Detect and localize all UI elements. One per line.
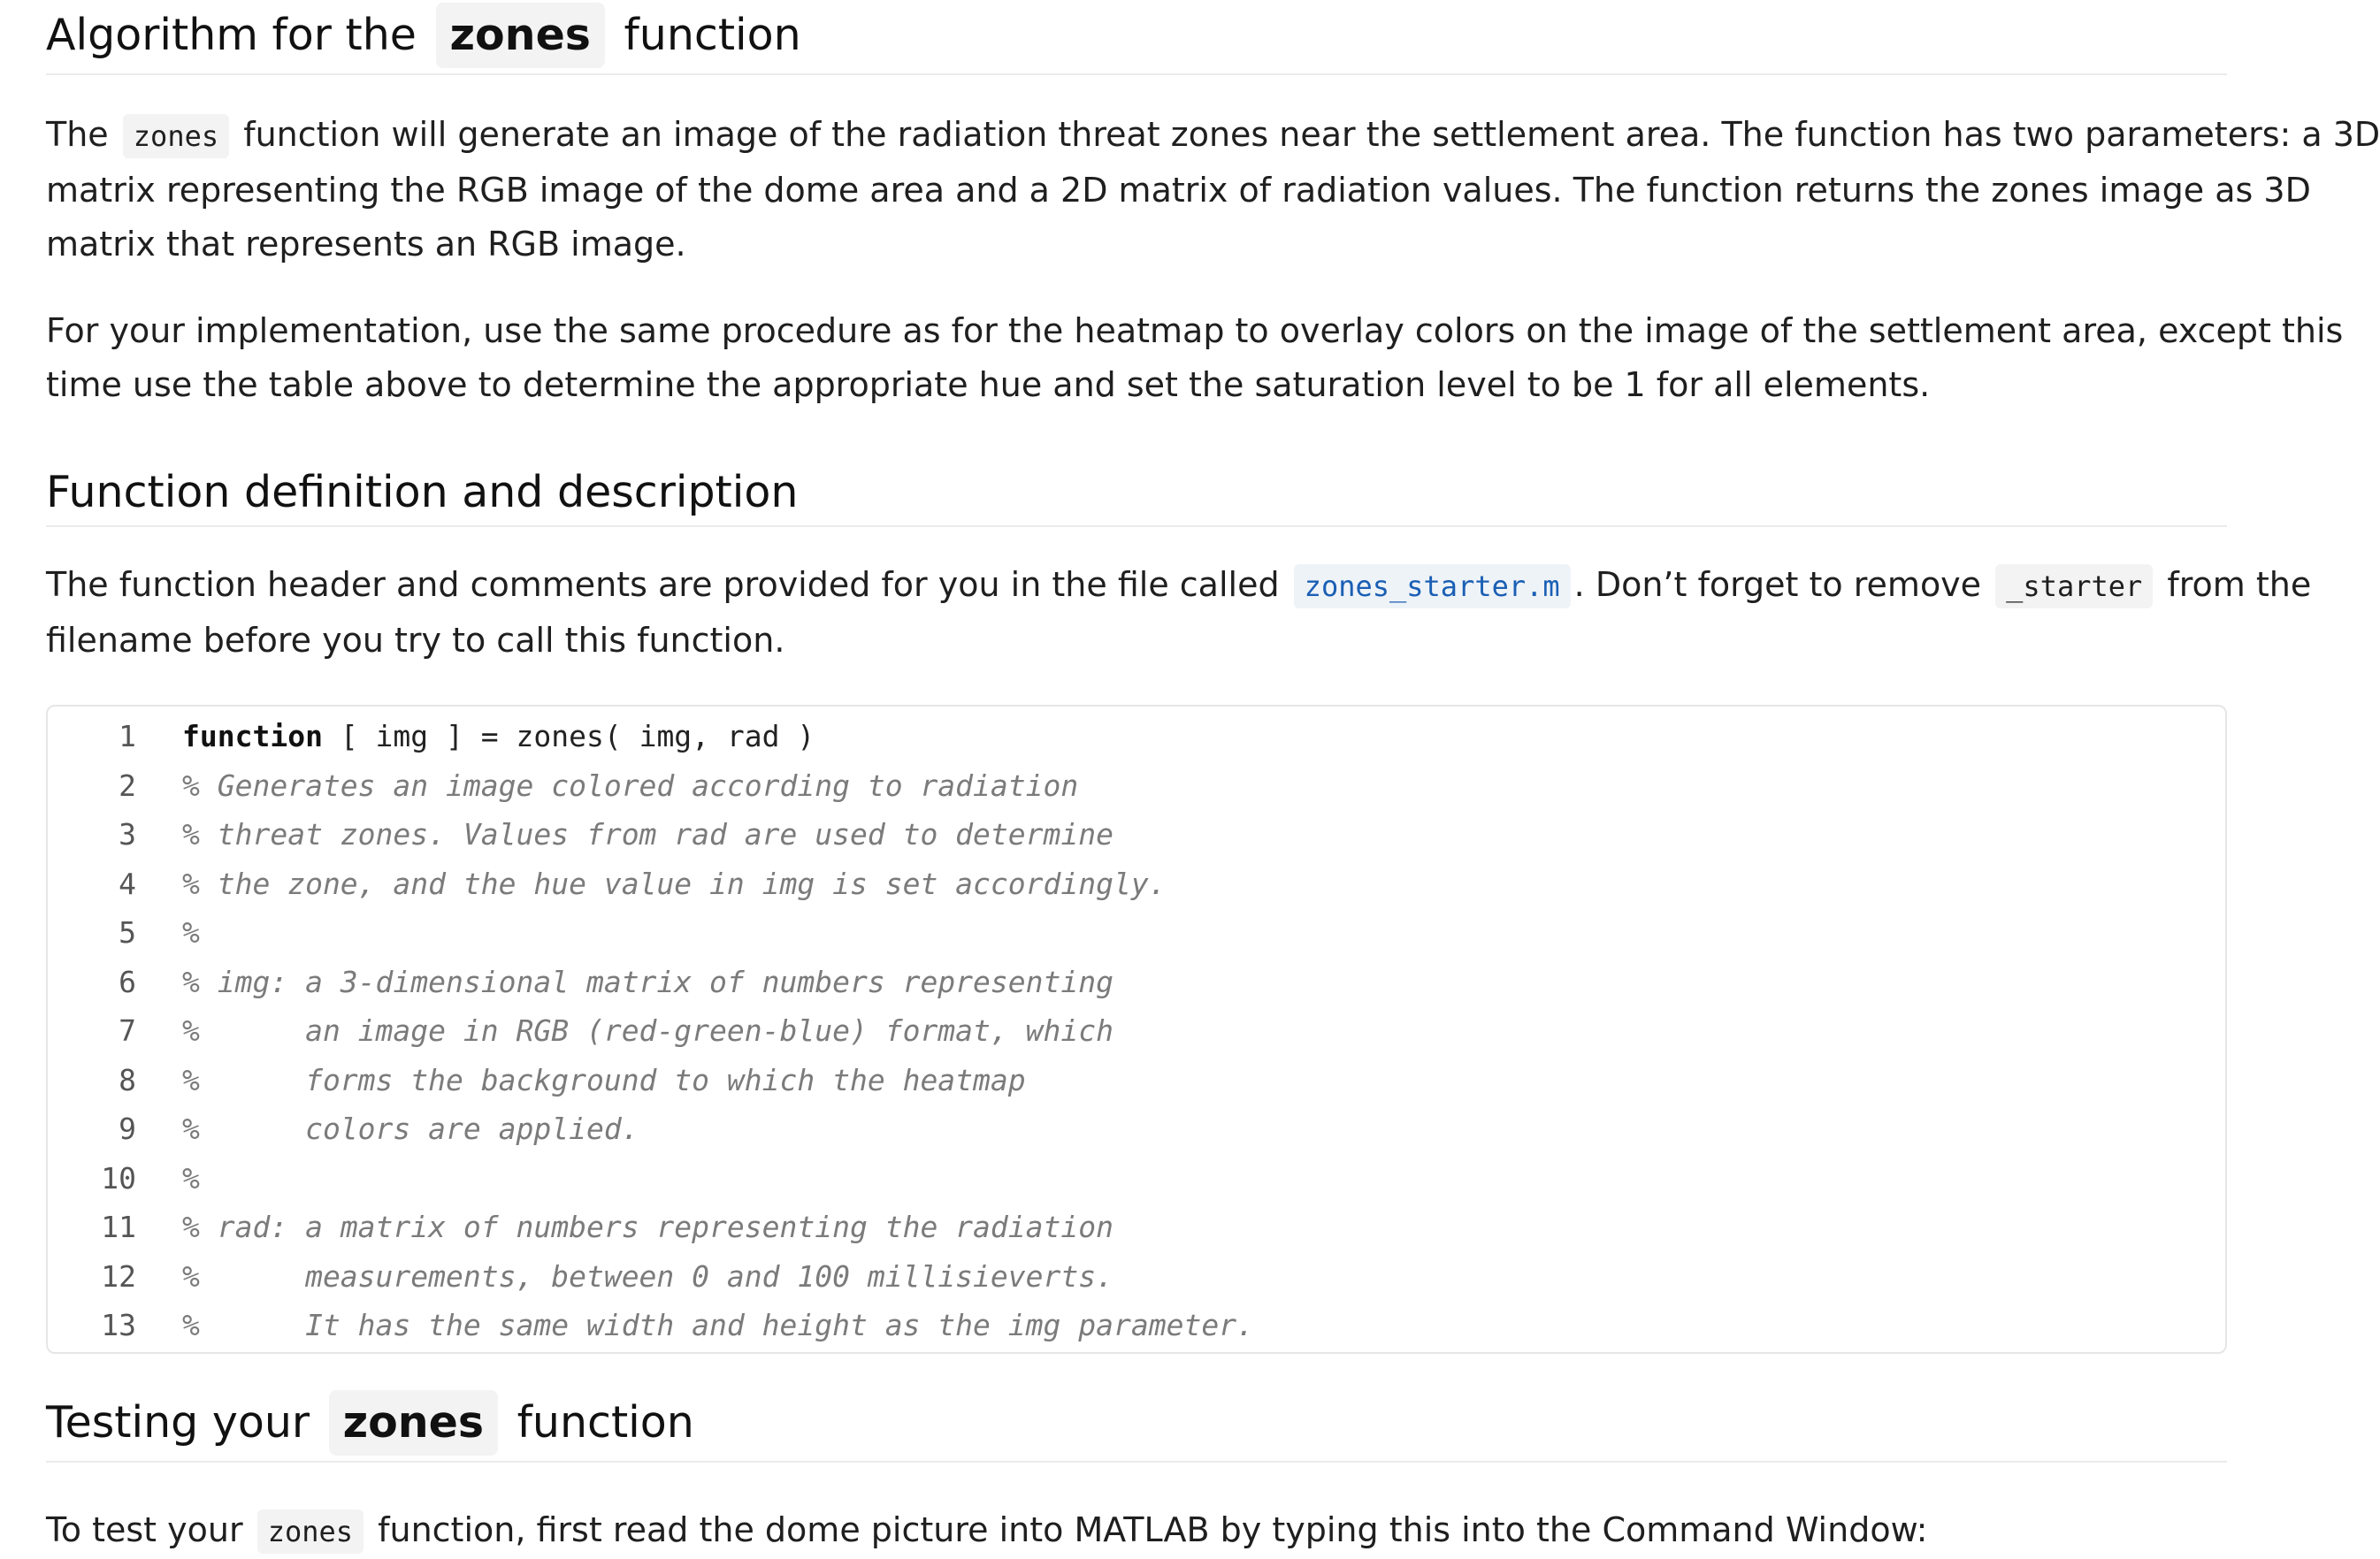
text: function will generate an image of the radiation threat zones near the settlement area. The function has two parameters: a 3D bbox=[243, 115, 2380, 154]
text: To test your bbox=[46, 1510, 243, 1549]
line-number: 5 bbox=[119, 915, 136, 951]
text-line: matrix that represents an RGB image. bbox=[46, 225, 686, 264]
heading-testing bbox=[46, 1390, 2227, 1463]
heading-text: function bbox=[517, 1397, 694, 1448]
code-line bbox=[48, 712, 2225, 761]
line-number: 13 bbox=[101, 1308, 136, 1343]
code-line bbox=[48, 761, 2225, 811]
text: The bbox=[46, 115, 109, 154]
heading-code-zones: zones bbox=[329, 1390, 498, 1456]
text-line: time use the table above to determine the appropriate hue and set the saturation level to be 1 for all elements. bbox=[46, 365, 1931, 404]
code-line bbox=[48, 908, 2225, 958]
line-number: 9 bbox=[119, 1112, 136, 1147]
code-statement bbox=[182, 719, 815, 753]
code-line bbox=[48, 1104, 2225, 1154]
code-comment: % forms the background to which the heatmap bbox=[182, 1062, 1026, 1097]
line-number: 3 bbox=[119, 817, 136, 852]
line-number: 4 bbox=[119, 866, 136, 901]
heading-algorithm bbox=[46, 3, 2227, 75]
inline-code-zones: zones bbox=[123, 114, 229, 158]
code-comment: % colors are applied. bbox=[182, 1112, 639, 1147]
code-line bbox=[48, 1301, 2225, 1350]
code-comment: % rad: a matrix of numbers representing the radiation bbox=[182, 1210, 1113, 1245]
paragraph-testing bbox=[46, 1503, 2227, 1559]
heading-function-definition: Function definition and description bbox=[46, 465, 2227, 527]
code-keyword: function bbox=[182, 719, 323, 754]
code-comment: % bbox=[182, 1160, 200, 1196]
heading-text: function bbox=[624, 10, 801, 60]
code-comment: % It has the same width and height as the img parameter. bbox=[182, 1308, 1254, 1343]
text-line: filename before you try to call this function. bbox=[46, 621, 785, 660]
line-number: 11 bbox=[101, 1210, 136, 1245]
line-number: 12 bbox=[101, 1258, 136, 1294]
inline-code-zones: zones bbox=[257, 1509, 364, 1554]
code-comment: % bbox=[182, 915, 200, 951]
line-number: 1 bbox=[119, 719, 136, 754]
line-number: 10 bbox=[101, 1160, 136, 1196]
heading-code-zones: zones bbox=[436, 3, 605, 68]
text: . Don’t forget to remove bbox=[1573, 565, 1982, 604]
code-line bbox=[48, 958, 2225, 1007]
paragraph-implementation bbox=[46, 304, 2344, 412]
inline-code-starter: _starter bbox=[1995, 564, 2153, 608]
code-line bbox=[48, 1252, 2225, 1302]
paragraph-function-header bbox=[46, 558, 2312, 668]
paragraph-zones-description bbox=[46, 108, 2380, 271]
text: function, first read the dome picture into MATLAB by typing this into the Command Window: bbox=[378, 1510, 1928, 1549]
code-block bbox=[46, 705, 2227, 1354]
heading-text: Testing your bbox=[46, 1397, 310, 1448]
line-number: 8 bbox=[119, 1062, 136, 1097]
code-comment: % Generates an image colored according to radiation bbox=[182, 768, 1079, 803]
line-number: 6 bbox=[119, 964, 136, 999]
text: from the bbox=[2167, 565, 2312, 604]
code-rest: [ img ] = zones( img, rad ) bbox=[322, 719, 815, 754]
code-comment: % measurements, between 0 and 100 millisieverts. bbox=[182, 1258, 1113, 1294]
code-comment: % threat zones. Values from rad are used to determine bbox=[182, 817, 1113, 852]
code-comment: % an image in RGB (red-green-blue) format, which bbox=[182, 1013, 1113, 1049]
code-line bbox=[48, 810, 2225, 860]
code-comment: % the zone, and the hue value in img is set accordingly. bbox=[182, 866, 1167, 901]
code-lines bbox=[48, 708, 2225, 1350]
code-line bbox=[48, 1154, 2225, 1204]
line-number: 2 bbox=[119, 768, 136, 803]
text: The function header and comments are provided for you in the file called bbox=[46, 565, 1280, 604]
text-line: For your implementation, use the same procedure as for the heatmap to overlay colors on the image of the settlement area, except this bbox=[46, 311, 2344, 350]
text-line: matrix representing the RGB image of the dome area and a 2D matrix of radiation values. The function returns the zones image as 3D bbox=[46, 171, 2311, 210]
code-comment: % img: a 3-dimensional matrix of numbers representing bbox=[182, 964, 1113, 999]
heading-text: Algorithm for the bbox=[46, 10, 417, 60]
code-line bbox=[48, 1056, 2225, 1105]
file-link-zones-starter[interactable]: zones_starter.m bbox=[1294, 564, 1571, 608]
line-number: 7 bbox=[119, 1013, 136, 1049]
code-line bbox=[48, 1203, 2225, 1252]
code-line bbox=[48, 1006, 2225, 1056]
code-line bbox=[48, 860, 2225, 909]
